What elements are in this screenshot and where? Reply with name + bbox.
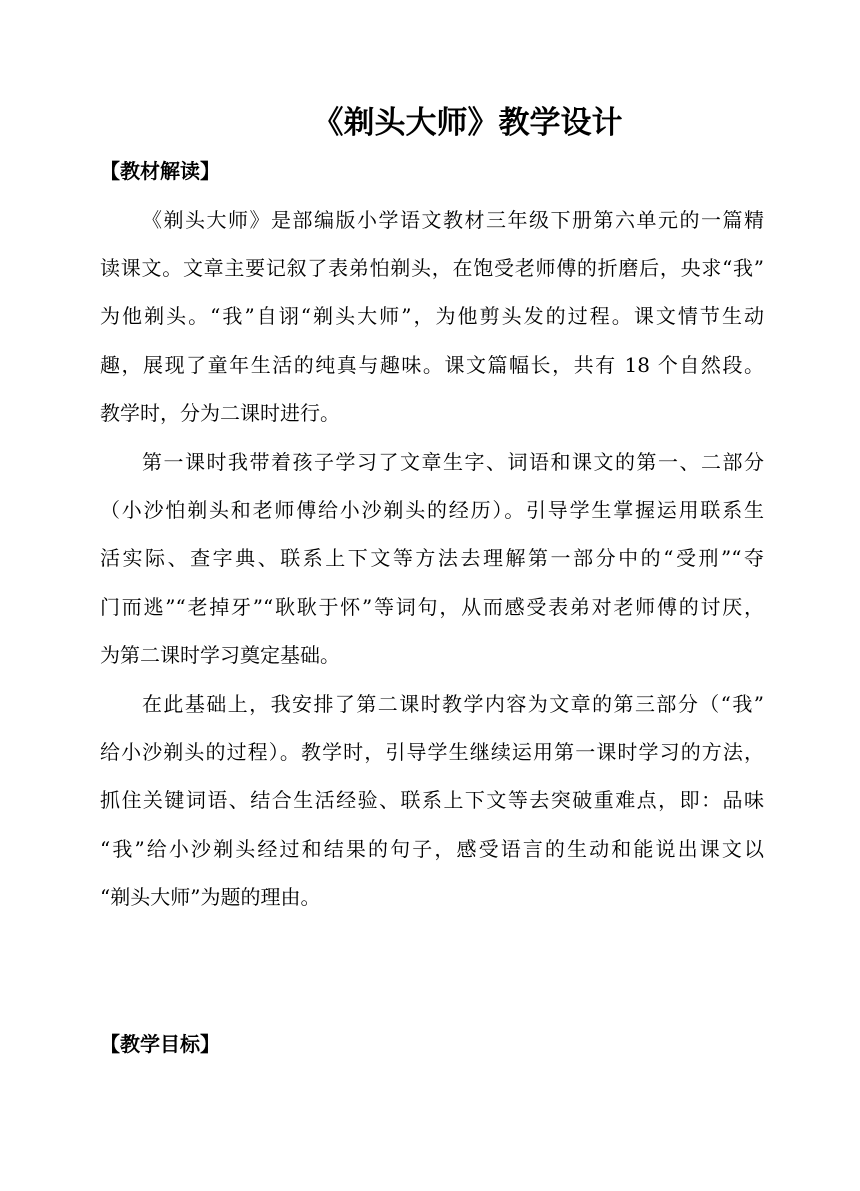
paragraph-line: 活实际、查字典、联系上下文等方法去理解第一部分中的“受刑”“夺	[100, 546, 764, 571]
paragraph-line: 抓住关键词语、结合生活经验、联系上下文等去突破重难点，即：品味	[100, 788, 764, 813]
paragraph-line: 教学时，分为二课时进行。	[100, 400, 340, 425]
paragraph-line: 读课文。文章主要记叙了表弟怕剃头，在饱受老师傅的折磨后，央求“我”	[100, 256, 764, 281]
section-heading-materials: 【教材解读】	[100, 159, 220, 183]
paragraph-line: 在此基础上，我安排了第二课时教学内容为文章的第三部分（“我”	[142, 692, 764, 716]
paragraph-line: “我”给小沙剃头经过和结果的句子，感受语言的生动和能说出课文以	[100, 836, 764, 861]
section-heading-goals: 【教学目标】	[100, 1032, 220, 1056]
document-title: 《剃头大师》教学设计	[312, 105, 623, 141]
paragraph-line: 《剃头大师》是部编版小学语文教材三年级下册第六单元的一篇精	[142, 208, 764, 232]
paragraph-line: 为他剃头。“我”自诩“剃头大师”，为他剪头发的过程。课文情节生动	[100, 304, 764, 329]
paragraph-line: 第一课时我带着孩子学习了文章生字、词语和课文的第一、二部分	[142, 450, 764, 474]
paragraph-line: “剃头大师”为题的理由。	[100, 884, 321, 909]
paragraph-line: （小沙怕剃头和老师傅给小沙剃头的经历）。引导学生掌握运用联系生	[100, 498, 764, 523]
paragraph	[100, 438, 764, 679]
paragraph-line: 给小沙剃头的过程）。教学时，引导学生继续运用第一课时学习的方法，	[100, 740, 764, 765]
paragraph	[100, 680, 764, 921]
paragraph-line: 门而逃”“老掉牙”“耿耿于怀”等词句，从而感受表弟对老师傅的讨厌，	[100, 594, 764, 619]
paragraph-line: 趣，展现了童年生活的纯真与趣味。课文篇幅长，共有 18 个自然段。	[100, 352, 764, 377]
paragraph	[100, 196, 764, 437]
paragraph-line: 为第二课时学习奠定基础。	[100, 642, 340, 667]
